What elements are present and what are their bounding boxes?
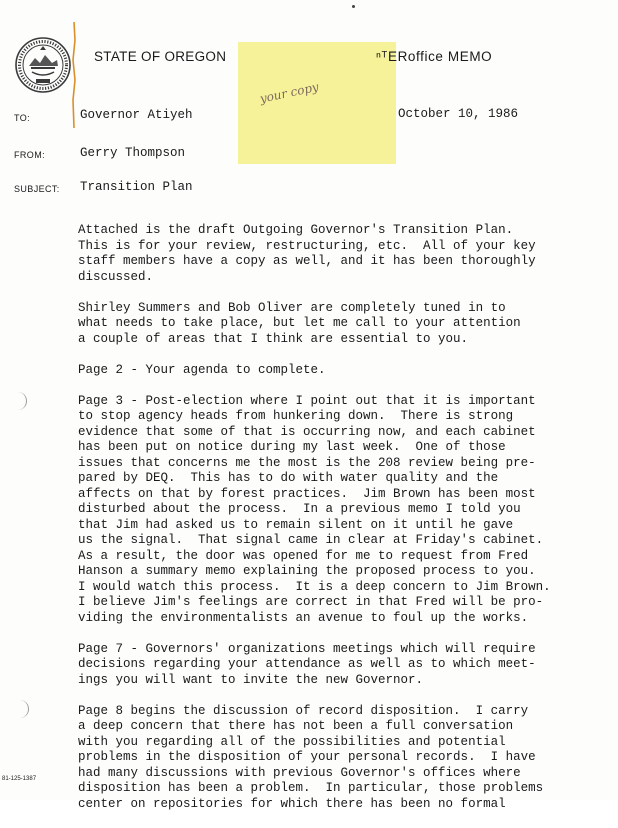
speck (352, 5, 355, 8)
form-number: 81-125-1387 (2, 776, 37, 782)
subject-value: Transition Plan (80, 180, 193, 194)
paragraph: Page 2 - Your agenda to complete. (78, 362, 326, 377)
from-label: FROM: (14, 150, 45, 160)
state-header: STATE OF OREGON (94, 49, 227, 64)
paragraph: Attached is the draft Outgoing Governor's Transition Plan. This is for your review, restructuring, etc. All of your key staff members have a copy as well, and it has been thoroughly discussed. (78, 223, 536, 284)
to-label: TO: (14, 113, 31, 123)
sticky-note-text: your copy (258, 79, 320, 106)
from-value: Gerry Thompson (80, 146, 186, 160)
paragraph: Page 7 - Governors' organizations meetings which will require decisions regarding your attendance as well as to which meet- ings you will want to invite the new Governor. (78, 641, 536, 687)
paragraph: Page 8 begins the discussion of record disposition. I carry a deep concern that there has not been a full conversation with you regarding all of the possibilities and potential problems in the disposition of your personal records. I have had many discussions with previous Governor's offices where disposition has been a problem. In particular, those problems center on repositories for which there has been no formal (78, 703, 544, 811)
paragraph: Page 3 - Post-election where I point out that it is important to stop agency heads from hunkering down. There is strong evidence that some of that is occurring now, and each cabinet has been put on notice during my last week. One of those issues that concerns me the most is the 208 review being pre- pared by DEQ. This has to do with water quality and the affects on that by forest practices. Jim Brown has been most disturbed about the process. In a previous memo I told you that Jim had asked us to remain silent on it until he gave us the signal. That signal came in clear at Friday's cabinet. As a result, the door was opened for me to request from Fred Hanson a summary memo explaining the proposed process to you. I would watch this process. It is a deep concern to Jim Brown. I believe Jim's feelings are correct in that Fred will be pro- viding the environmentalists an avenue to foul up the works. (78, 393, 551, 625)
subject-label: SUBJECT: (14, 184, 60, 194)
punch-hole-mark (18, 392, 27, 410)
memo-body (78, 223, 618, 828)
paragraph: Shirley Summers and Bob Oliver are completely tuned in to what needs to take place, but let me call to your attention a couple of areas that I think are essential to you. (78, 300, 521, 346)
memo-date: October 10, 1986 (398, 107, 519, 121)
highlighter-mark (70, 20, 78, 130)
punch-hole-mark (20, 700, 29, 718)
to-value: Governor Atiyeh (80, 108, 193, 122)
memo-type-header: ⁿᵀERoffice MEMO (376, 49, 493, 64)
oregon-seal-icon (14, 36, 72, 94)
